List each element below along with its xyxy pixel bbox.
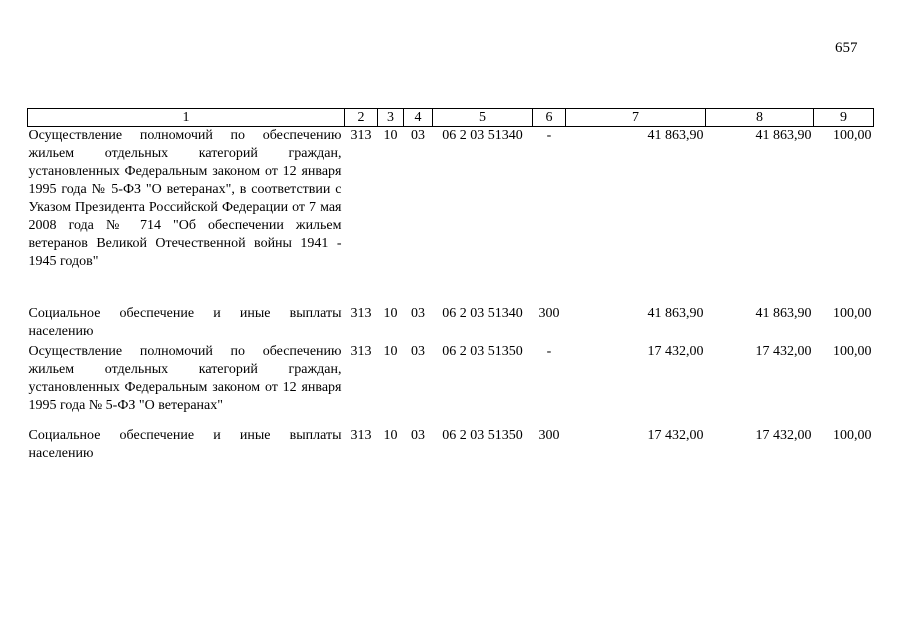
cell-subsection: 03 (411, 128, 425, 143)
cell-percent: 100,00 (833, 344, 872, 359)
column-header: 8 (706, 109, 814, 127)
column-header: 5 (433, 109, 533, 127)
cell-subsection: 03 (411, 344, 425, 359)
cell-percent: 100,00 (833, 428, 872, 443)
cell-section: 10 (383, 344, 398, 359)
cell-section: 10 (383, 306, 398, 321)
cell-subsection: 03 (411, 306, 425, 321)
table-row (28, 127, 874, 306)
cell-expense-type: 300 (538, 428, 560, 443)
row-name: Социальное обеспечение и иные выплаты населению (28, 428, 342, 461)
cell-subsection: 03 (411, 428, 425, 443)
cell-ministry: 313 (350, 344, 372, 359)
cell-plan: 41 863,90 (647, 306, 704, 321)
page-number: 657 (835, 40, 858, 56)
cell-actual: 17 432,00 (755, 428, 812, 443)
cell-actual: 17 432,00 (755, 344, 812, 359)
row-name: Осуществление полномочий по обеспечению жильем отдельных категорий граждан, установленных Федеральным законом от 12 января 1995 года № 5-ФЗ "О ветеранах" (28, 344, 342, 413)
table-row (28, 305, 874, 343)
cell-ministry: 313 (350, 128, 372, 143)
column-header: 3 (378, 109, 404, 127)
cell-plan: 17 432,00 (647, 344, 704, 359)
column-header: 1 (28, 109, 345, 127)
table-header-row (28, 109, 874, 127)
cell-section: 10 (383, 428, 398, 443)
column-header: 4 (404, 109, 433, 127)
cell-target-item: 06 2 03 51350 (442, 428, 523, 443)
cell-actual: 41 863,90 (755, 306, 812, 321)
cell-ministry: 313 (350, 428, 372, 443)
cell-actual: 41 863,90 (755, 128, 812, 143)
column-header: 7 (566, 109, 706, 127)
table-row (28, 343, 874, 427)
column-header: 6 (533, 109, 566, 127)
cell-expense-type: 300 (538, 306, 560, 321)
budget-table (27, 108, 874, 463)
cell-percent: 100,00 (833, 128, 872, 143)
cell-section: 10 (383, 128, 398, 143)
cell-target-item: 06 2 03 51350 (442, 344, 523, 359)
cell-percent: 100,00 (833, 306, 872, 321)
column-header: 9 (814, 109, 874, 127)
column-header: 2 (345, 109, 378, 127)
cell-ministry: 313 (350, 306, 372, 321)
cell-plan: 17 432,00 (647, 428, 704, 443)
cell-target-item: 06 2 03 51340 (442, 306, 523, 321)
cell-expense-type: - (546, 128, 552, 143)
row-name: Осуществление полномочий по обеспечению жильем отдельных категорий граждан, установленных Федеральным законом от 12 января 1995 года № 5-ФЗ "О ветеранах", в соответствии с Указом Президента Российской Федерации от 7 мая 2008 года № 714 "Об обеспечении жильем ветеранов Великой Отечественной войны 1941 - 1945 годов" (28, 128, 342, 269)
cell-expense-type: - (546, 344, 552, 359)
cell-plan: 41 863,90 (647, 128, 704, 143)
table-row (28, 427, 874, 463)
row-name: Социальное обеспечение и иные выплаты населению (28, 306, 342, 339)
cell-target-item: 06 2 03 51340 (442, 128, 523, 143)
